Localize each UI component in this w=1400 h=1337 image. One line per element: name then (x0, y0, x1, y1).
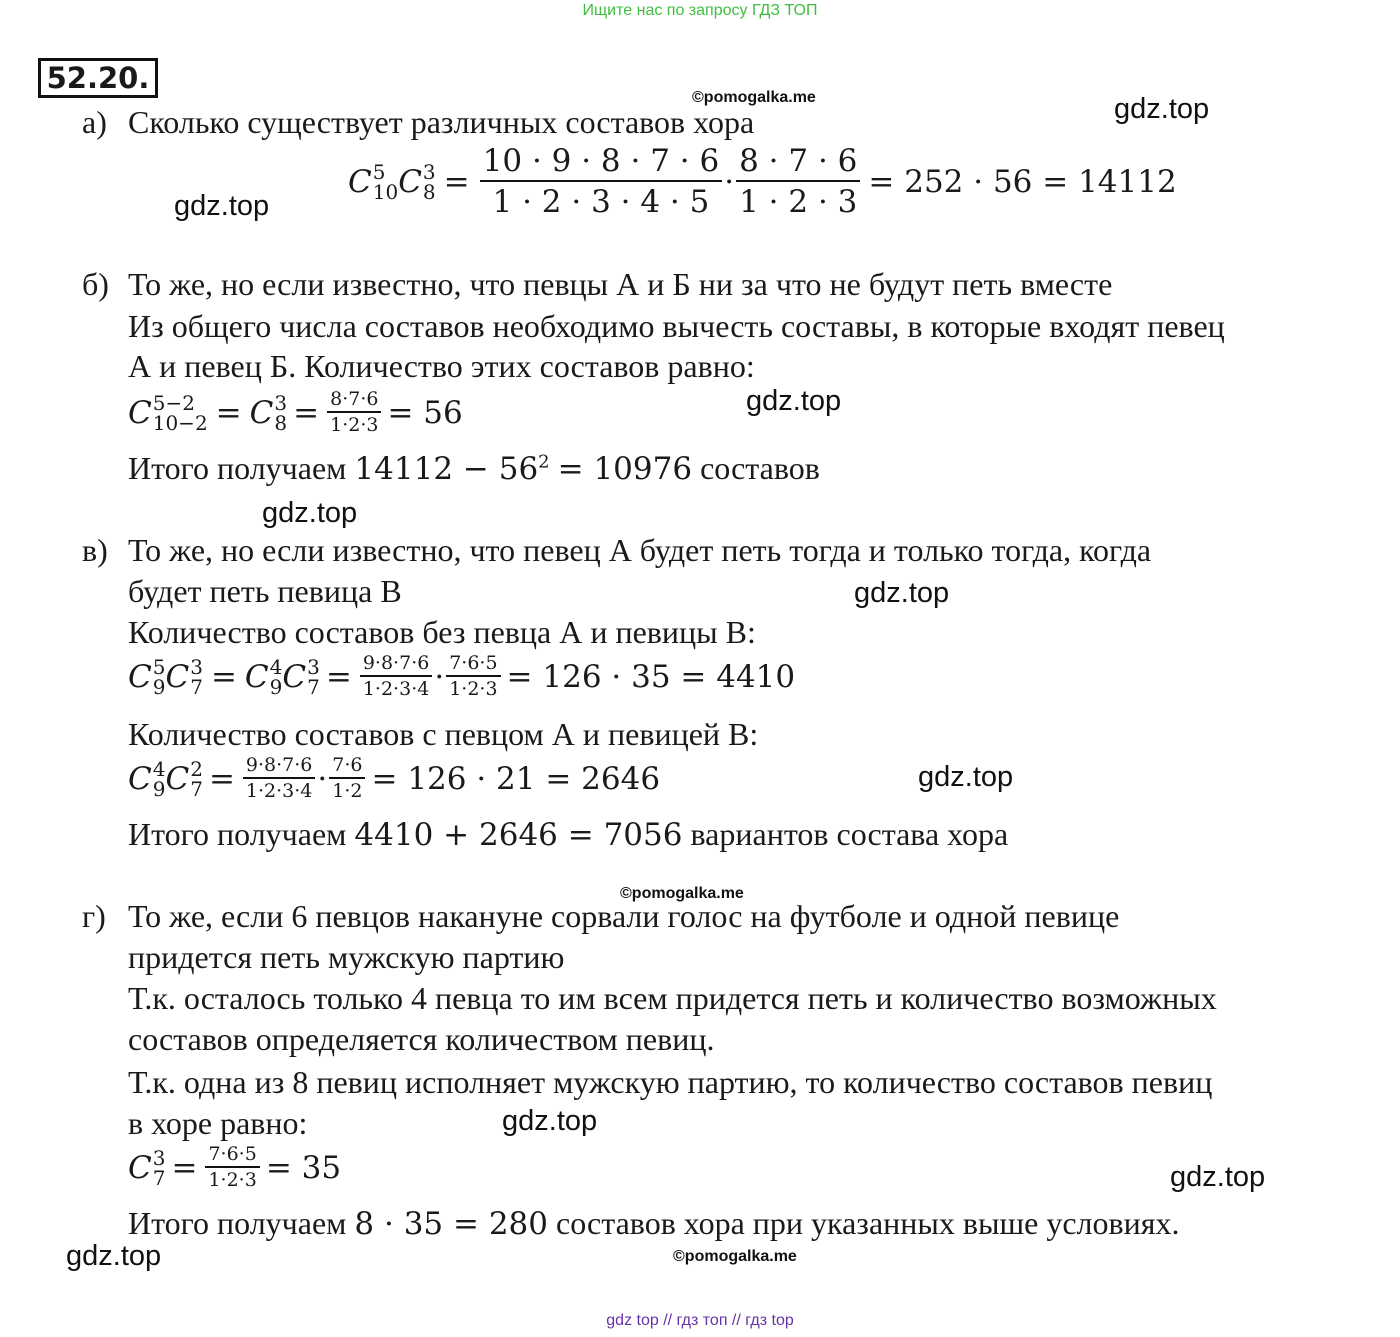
watermark-gdz: gdz.top (174, 190, 270, 222)
watermark-pomogalka: ©pomogalka.me (620, 885, 744, 902)
problem-number: 52.20. (38, 58, 158, 98)
section-b-title: То же, но если известно, что певцы А и Б ни за что не будут петь вместе (128, 266, 1113, 302)
fraction: $\frac{7\cdot 6}{1\cdot 2}$ (329, 754, 365, 803)
watermark-gdz: gdz.top (918, 761, 1014, 793)
watermark-gdz: gdz.top (262, 497, 358, 529)
section-v-total: Итого получаем 4410 + 2646 = 7056 вариантов состава хора (128, 816, 1009, 853)
section-a-label: а) (82, 104, 107, 140)
section-g-label: г) (82, 898, 106, 934)
fraction: $\frac{10 \cdot 9 \cdot 8 \cdot 7 \cdot 6}{1 \cdot 2 \cdot 3 \cdot 4 \cdot 5}$ (480, 142, 723, 222)
watermark-gdz: gdz.top (854, 577, 950, 609)
fraction: $\frac{7\cdot 6\cdot 5}{1\cdot 2\cdot 3}$ (446, 652, 500, 701)
section-v-formula2: C 4 9 C 2 7 = $\frac{9\cdot 8\cdot 7\cdot 6}{1\cdot 2\cdot 3\cdot 4}$ · $\frac{7\cdot 6}{1\cdot 2}$ = 126 · 21 = 2646 (128, 754, 661, 802)
watermark-gdz: gdz.top (746, 385, 842, 417)
fraction: $\frac{8\cdot 7\cdot 6}{1\cdot 2\cdot 3}$ (327, 388, 381, 437)
section-g-line1: Т.к. осталось только 4 певца то им всем придется петь и количество возможных (128, 980, 1217, 1016)
section-v-label: в) (82, 532, 108, 568)
section-g-line4: в хоре равно: (128, 1105, 308, 1141)
section-g-line3: Т.к. одна из 8 певиц исполняет мужскую партию, то количество составов певиц (128, 1064, 1213, 1100)
section-g-line2: составов определяется количеством певиц. (128, 1021, 715, 1057)
fraction: $\frac{8 \cdot 7 \cdot 6}{1 \cdot 2 \cdot 3}$ (736, 142, 860, 222)
section-v-title-line1: То же, но если известно, что певец А будет петь тогда и только тогда, когда (128, 532, 1152, 568)
watermark-gdz: gdz.top (502, 1105, 598, 1137)
fraction: $\frac{7\cdot 6\cdot 5}{1\cdot 2\cdot 3}$ (205, 1143, 259, 1192)
watermark-gdz: gdz.top (1114, 93, 1210, 125)
section-g-title-line2: придется петь мужскую партию (128, 939, 565, 975)
watermark-pomogalka: ©pomogalka.me (692, 89, 816, 106)
section-v-title-line2: будет петь певица В (128, 573, 402, 609)
section-g-title-line1: То же, если 6 певцов накануне сорвали голос на футболе и одной певице (128, 898, 1120, 934)
watermark-gdz: gdz.top (1170, 1161, 1266, 1193)
section-a-title: Сколько существует различных составов хора (128, 104, 755, 140)
section-b-line2: А и певец Б. Количество этих составов равно: (128, 348, 755, 384)
watermark-gdz: gdz.top (66, 1240, 162, 1272)
section-g-formula: C 3 7 = $\frac{7\cdot 6\cdot 5}{1\cdot 2\cdot 3}$ = 35 (128, 1143, 342, 1191)
section-b-line1: Из общего числа составов необходимо вычесть составы, в которые входят певец (128, 308, 1225, 344)
section-g-total: Итого получаем 8 · 35 = 280 составов хора при указанных выше условиях. (128, 1205, 1180, 1242)
section-b-total: Итого получаем $14112 - 56^2 = 10976$ составов (128, 450, 820, 487)
section-v-line2: Количество составов с певцом А и певицей В: (128, 716, 759, 752)
section-b-formula: C 5−2 10−2 = C 3 8 = $\frac{8\cdot 7\cdot 6}{1\cdot 2\cdot 3}$ = 56 (128, 388, 463, 436)
fraction: $\frac{9\cdot 8\cdot 7\cdot 6}{1\cdot 2\cdot 3\cdot 4}$ (360, 652, 432, 701)
footer-links[interactable]: gdz top // гдз топ // гдз top (606, 1312, 794, 1329)
section-v-line1: Количество составов без певца А и певицы В: (128, 614, 756, 650)
fraction: $\frac{9\cdot 8\cdot 7\cdot 6}{1\cdot 2\cdot 3\cdot 4}$ (243, 754, 315, 803)
section-v-formula1: C 5 9 C 3 7 = C 4 9 C 3 7 = $\frac{9\cdot 8\cdot 7\cdot 6}{1\cdot 2\cdot 3\cdot 4}$ · $\frac{7\cdot 6\cdot 5}{1\cdot 2\cdot 3}$ = 126 · 35 = 4410 (128, 652, 796, 700)
top-banner: Ищите нас по запросу ГДЗ ТОП (582, 2, 818, 19)
section-a-formula: C 5 10 C 3 8 = $\frac{10 \cdot 9 \cdot 8 \cdot 7 \cdot 6}{1 \cdot 2 \cdot 3 \cdot 4 \cdot 5}$ · $\frac{8 \cdot 7 \cdot 6}{1 \cdot 2 \cdot 3}$ = 252 · 56 = 14112 (348, 143, 1177, 220)
section-b-label: б) (82, 266, 109, 302)
watermark-pomogalka: ©pomogalka.me (673, 1248, 797, 1265)
